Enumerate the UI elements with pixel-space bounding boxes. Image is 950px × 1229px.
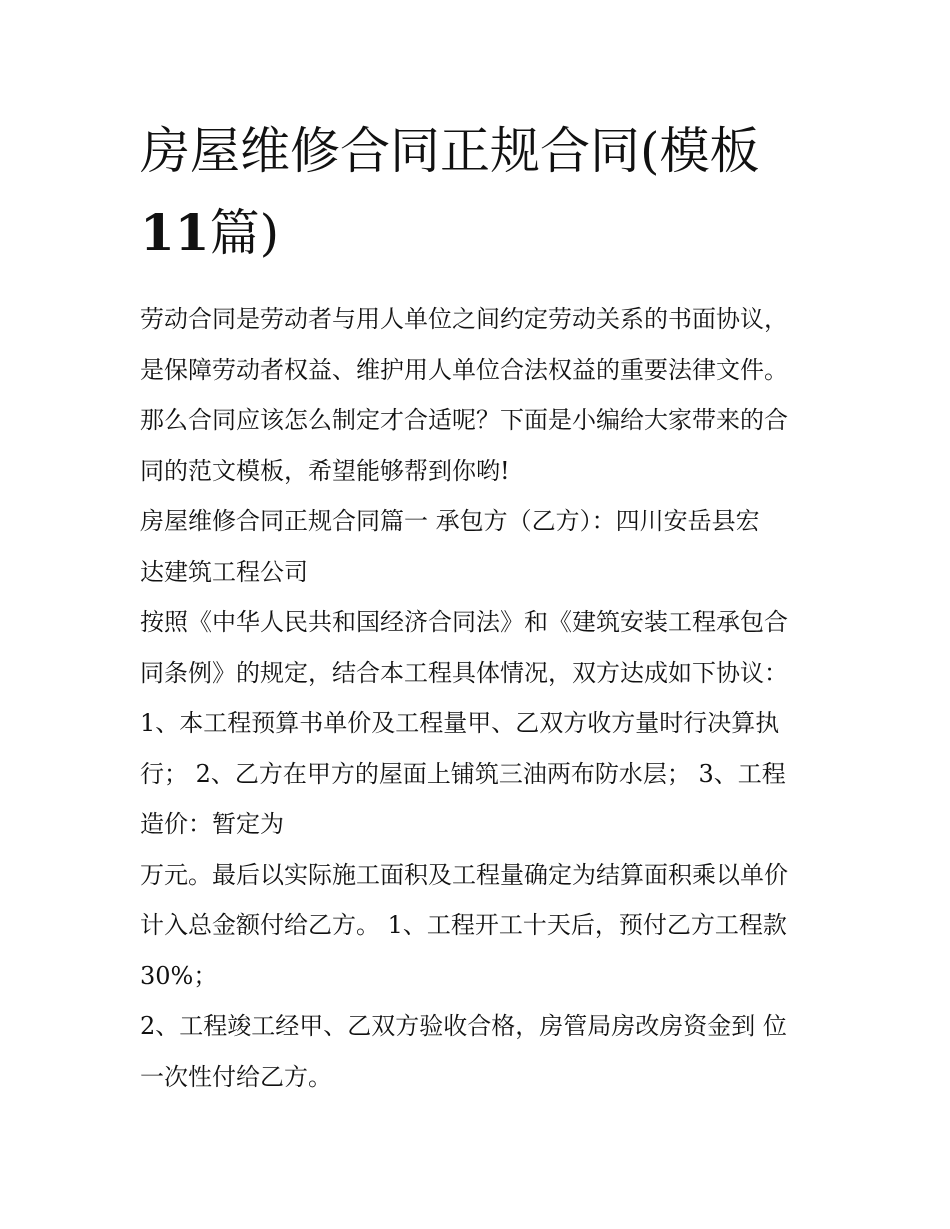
text-line: 按照《中华人民共和国经济合同法》和《建筑安装工程承包合: [140, 608, 788, 636]
text-line: 30%；: [140, 961, 218, 990]
document-title: [140, 110, 820, 274]
text-line: 劳动合同是劳动者与用人单位之间约定劳动关系的书面协议，: [140, 305, 788, 333]
text-line: 房屋维修合同正规合同篇一 承包方（乙方）：四川安岳县宏: [140, 507, 760, 535]
text-line: 2、工程竣工经甲、乙双方验收合格，房管局房改房资金到 位: [140, 1012, 787, 1040]
text-line: 万元。最后以实际施工面积及工程量确定为结算面积乘以单价: [140, 860, 788, 889]
title-line-1: 房屋维修合同正规合同(模板: [140, 122, 760, 180]
title-number: 11: [140, 203, 210, 262]
text-line: 1、本工程预算书单价及工程量甲、乙双方收方量时行决算执: [140, 709, 780, 737]
text-line: 那么合同应该怎么制定才合适呢？下面是小编给大家带来的合: [140, 406, 788, 434]
text-line: 同条例》的规定，结合本工程具体情况，双方达成如下协议：: [140, 658, 788, 687]
text-line: 计入总金额付给乙方。 1、工程开工十天后，预付乙方工程款: [140, 911, 787, 939]
text-line: 达建筑工程公司: [140, 557, 308, 586]
text-line: 行； 2、乙方在甲方的屋面上铺筑三油两布防水层； 3、工程: [140, 759, 786, 788]
text-line: 是保障劳动者权益、维护用人单位合法权益的重要法律文件。: [140, 355, 788, 384]
text-line: 一次性付给乙方。: [140, 1062, 332, 1091]
title-line-2: 篇): [209, 204, 280, 262]
text-line: 同的范文模板，希望能够帮到你哟!: [140, 456, 510, 485]
text-line: 造价：暂定为: [140, 810, 284, 838]
document-page: [140, 110, 820, 1102]
document-body: [140, 294, 820, 1102]
